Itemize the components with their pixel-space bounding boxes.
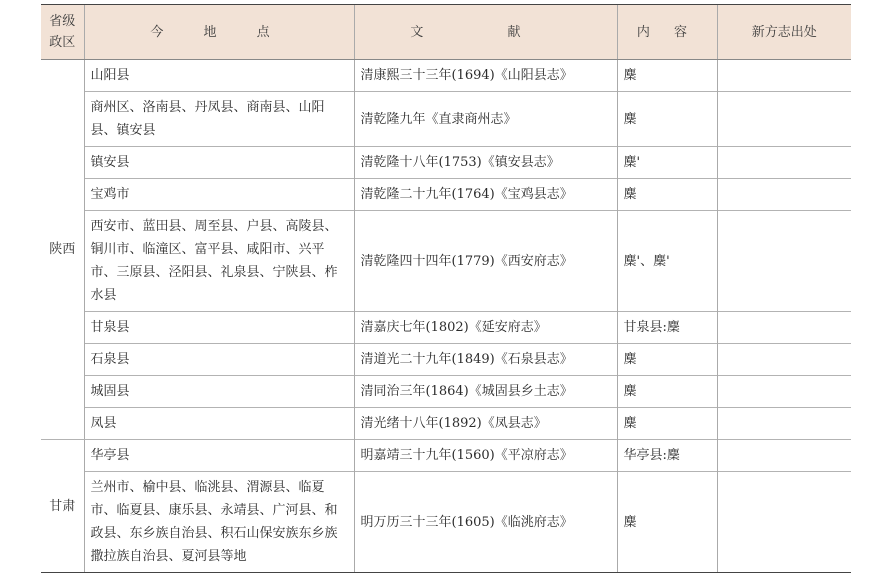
doc-cell: 清同治三年(1864)《城固县乡土志》 xyxy=(354,376,617,408)
table-row xyxy=(41,312,851,344)
place-cell: 山阳县 xyxy=(84,60,354,92)
content-cell: 麇 xyxy=(617,472,717,573)
header-row xyxy=(41,5,851,60)
place-cell: 凤县 xyxy=(84,408,354,440)
new-cell xyxy=(717,92,851,147)
doc-cell: 明万历三十三年(1605)《临洮府志》 xyxy=(354,472,617,573)
content-cell: 麇 xyxy=(617,376,717,408)
content-cell: 麇 xyxy=(617,344,717,376)
new-cell xyxy=(717,408,851,440)
doc-cell: 清道光二十九年(1849)《石泉县志》 xyxy=(354,344,617,376)
content-cell: 麇 xyxy=(617,179,717,211)
doc-cell: 清乾隆十八年(1753)《镇安县志》 xyxy=(354,147,617,179)
content-cell: 麇 xyxy=(617,408,717,440)
table-row xyxy=(41,408,851,440)
place-cell: 宝鸡市 xyxy=(84,179,354,211)
place-cell: 城固县 xyxy=(84,376,354,408)
table-row xyxy=(41,147,851,179)
doc-cell: 清嘉庆七年(1802)《延安府志》 xyxy=(354,312,617,344)
table-row xyxy=(41,344,851,376)
header-doc: 文 献 xyxy=(354,5,617,60)
new-cell xyxy=(717,147,851,179)
place-cell: 华亭县 xyxy=(84,440,354,472)
doc-cell: 清乾隆二十九年(1764)《宝鸡县志》 xyxy=(354,179,617,211)
content-cell: 麇 xyxy=(617,60,717,92)
place-cell: 商州区、洛南县、丹凤县、商南县、山阳县、镇安县 xyxy=(84,92,354,147)
table-row xyxy=(41,60,851,92)
table-row xyxy=(41,179,851,211)
table-row xyxy=(41,92,851,147)
content-cell: 甘泉县:麇 xyxy=(617,312,717,344)
table-row xyxy=(41,472,851,573)
place-cell: 甘泉县 xyxy=(84,312,354,344)
new-cell xyxy=(717,179,851,211)
content-cell: 麇 xyxy=(617,92,717,147)
doc-cell: 清康熙三十三年(1694)《山阳县志》 xyxy=(354,60,617,92)
doc-cell: 清光绪十八年(1892)《凤县志》 xyxy=(354,408,617,440)
new-cell xyxy=(717,344,851,376)
header-content: 内 容 xyxy=(617,5,717,60)
new-cell xyxy=(717,60,851,92)
doc-cell: 清乾隆九年《直隶商州志》 xyxy=(354,92,617,147)
place-cell: 兰州市、榆中县、临洮县、渭源县、临夏市、临夏县、康乐县、永靖县、广河县、和政县、东乡族自治县、积石山保安族东乡族撒拉族自治县、夏河县等地 xyxy=(84,472,354,573)
content-cell: 麇' xyxy=(617,147,717,179)
new-cell xyxy=(717,211,851,312)
table-row xyxy=(41,211,851,312)
new-cell xyxy=(717,472,851,573)
new-cell xyxy=(717,440,851,472)
header-place: 今 地 点 xyxy=(84,5,354,60)
place-cell: 西安市、蓝田县、周至县、户县、高陵县、铜川市、临潼区、富平县、咸阳市、兴平市、三原县、泾阳县、礼泉县、宁陕县、柞水县 xyxy=(84,211,354,312)
gazetteer-table xyxy=(41,4,851,573)
new-cell xyxy=(717,376,851,408)
content-cell: 麇'、麇' xyxy=(617,211,717,312)
table-row xyxy=(41,376,851,408)
content-cell: 华亭县:麇 xyxy=(617,440,717,472)
header-new: 新方志出处 xyxy=(717,5,851,60)
place-cell: 镇安县 xyxy=(84,147,354,179)
doc-cell: 清乾隆四十四年(1779)《西安府志》 xyxy=(354,211,617,312)
header-province: 省级 政区 xyxy=(41,5,84,60)
province-cell: 陕西 xyxy=(41,60,84,440)
doc-cell: 明嘉靖三十九年(1560)《平凉府志》 xyxy=(354,440,617,472)
new-cell xyxy=(717,312,851,344)
province-cell: 甘肃 xyxy=(41,440,84,573)
place-cell: 石泉县 xyxy=(84,344,354,376)
table-row xyxy=(41,440,851,472)
